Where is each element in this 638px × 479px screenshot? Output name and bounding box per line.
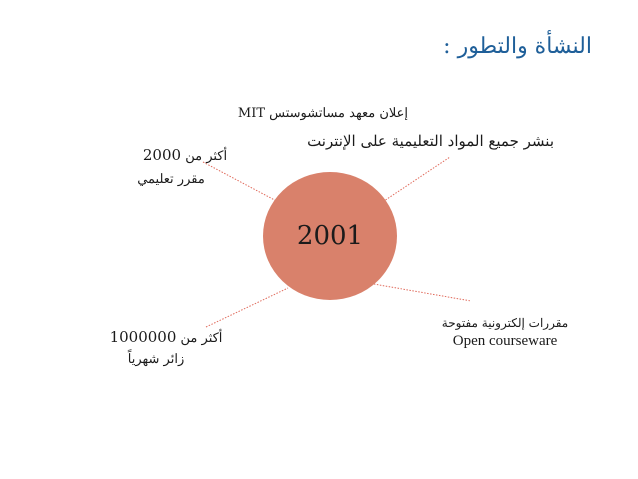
visitors-count-text: [76, 328, 256, 346]
year-hub-circle: [263, 172, 397, 300]
courses-label: مقرر تعليمي: [137, 172, 205, 187]
visitors-prefix: أكثر من: [180, 331, 223, 346]
courses-prefix: أكثر من: [185, 149, 228, 164]
courses-count-text: [110, 146, 260, 164]
visitors-label: زائر شهرياً: [127, 352, 185, 367]
connector-bottom-right: [368, 283, 471, 301]
open-courses-arabic-label: مقررات إلكترونية مفتوحة: [441, 316, 569, 330]
courses-number: 2000: [142, 146, 182, 164]
connector-top-right: [378, 157, 450, 205]
publish-materials-text: بنشر جميع المواد التعليمية على الإنترنت: [307, 132, 554, 150]
open-courseware-label: Open courseware: [452, 333, 558, 349]
mit-announcement-text: إعلان معهد مساتشوستس MIT: [237, 106, 408, 121]
slide-title: النشأة والتطور :: [443, 34, 592, 59]
connector-bottom-left: [206, 288, 288, 327]
hub-year-label: 2001: [296, 221, 364, 251]
visitors-number: 1000000: [109, 328, 177, 346]
